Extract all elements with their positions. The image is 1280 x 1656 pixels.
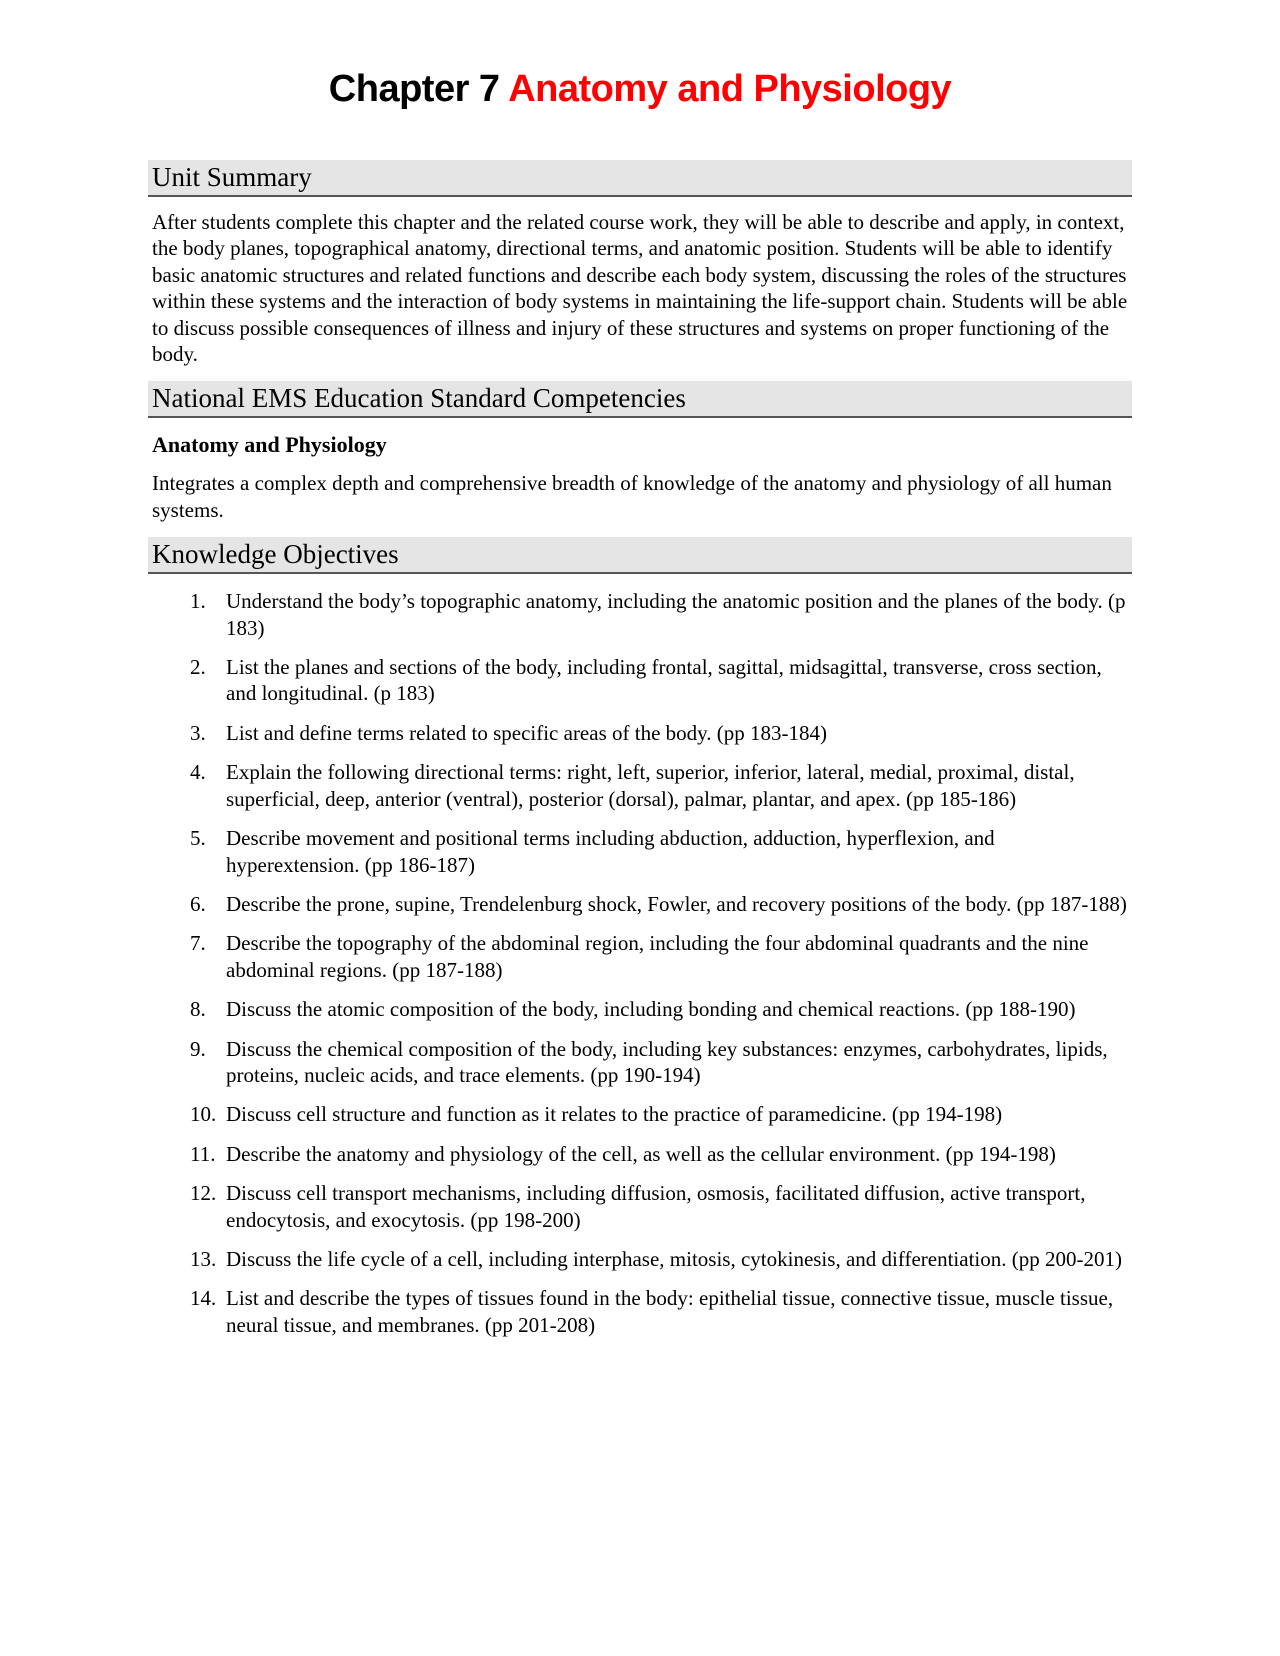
- objective-number: 14.: [190, 1286, 217, 1311]
- objective-text: Understand the body’s topographic anatomy, including the anatomic position and the planes of the body. (p 183): [226, 589, 1126, 640]
- objective-number: 13.: [190, 1246, 217, 1271]
- objective-number: 9.: [190, 1036, 206, 1061]
- objective-number: 11.: [190, 1141, 216, 1166]
- objective-text: Discuss the atomic composition of the body, including bonding and chemical reactions. (pp 188-190): [226, 997, 1076, 1022]
- objective-number: 12.: [190, 1181, 217, 1206]
- objective-text: Explain the following directional terms: right, left, superior, inferior, lateral, medial, proximal, distal, superficial, deep, anterior (ventral), posterior (dorsal), palmar, plantar, and apex. (pp 185-186): [226, 760, 1075, 811]
- objective-text: Describe the anatomy and physiology of the cell, as well as the cellular environment. (pp 194-198): [226, 1141, 1056, 1166]
- objective-text: List the planes and sections of the body, including frontal, sagittal, midsagittal, transverse, cross section, and longitudinal. (p 183): [226, 655, 1102, 706]
- objective-number: 4.: [190, 760, 206, 785]
- objective-text: Describe movement and positional terms including abduction, adduction, hyperflexion, and hyperextension. (pp 186-187): [226, 826, 995, 877]
- objective-item: [148, 654, 1132, 707]
- objectives-heading: Knowledge Objectives: [148, 537, 1132, 574]
- objective-item: [148, 1246, 1132, 1272]
- objective-text: List and describe the types of tissues found in the body: epithelial tissue, connective tissue, muscle tissue, neural tissue, and membranes. (pp 201-208): [226, 1286, 1114, 1337]
- objective-item: [148, 996, 1132, 1022]
- objective-text: Describe the topography of the abdominal region, including the four abdominal quadrants and the nine abdominal regions. (pp 187-188): [226, 931, 1089, 982]
- objective-number: 10.: [190, 1102, 217, 1127]
- objective-text: Discuss cell transport mechanisms, including diffusion, osmosis, facilitated diffusion, active transport, endocytosis, and exocytosis. (pp 198-200): [226, 1181, 1086, 1232]
- objective-item: [148, 930, 1132, 983]
- objective-item: [148, 825, 1132, 878]
- objective-number: 8.: [190, 997, 206, 1022]
- objective-item: [148, 588, 1132, 641]
- unit-summary-heading: Unit Summary: [148, 160, 1132, 197]
- objective-text: Discuss cell structure and function as it relates to the practice of paramedicine. (pp 194-198): [226, 1102, 1003, 1127]
- objectives-list: [148, 574, 1132, 1338]
- objective-number: 2.: [190, 655, 206, 680]
- competencies-subheading: Anatomy and Physiology: [152, 432, 387, 458]
- chapter-number: Chapter 7: [328, 68, 500, 110]
- objective-item: [148, 1036, 1132, 1089]
- objective-text: Discuss the chemical composition of the body, including key substances: enzymes, carbohydrates, lipids, proteins, nucleic acids, and trace elements. (pp 190-194): [226, 1036, 1108, 1087]
- objective-item: [148, 720, 1132, 746]
- objective-text: Discuss the life cycle of a cell, including interphase, mitosis, cytokinesis, and differentiation. (pp 200-201): [226, 1246, 1122, 1271]
- objective-text: Describe the prone, supine, Trendelenburg shock, Fowler, and recovery positions of the body. (pp 187-188): [226, 891, 1127, 916]
- unit-summary-text: After students complete this chapter and the related course work, they will be able to describe and apply, in context, the body planes, topographical anatomy, directional terms, and anatomic position. Students will be able to identify basic anatomic structures and related functions and describe each body system, discussing the roles of the structures within these systems and the interaction of body systems in maintaining the life-support chain. Students will be able to discuss possible consequences of illness and injury of these structures and systems on proper functioning of the body.: [152, 210, 1128, 367]
- objective-text: List and define terms related to specific areas of the body. (pp 183-184): [226, 720, 828, 745]
- objective-number: 7.: [190, 931, 206, 956]
- chapter-name: Anatomy and Physiology: [508, 68, 952, 110]
- objective-item: [148, 1141, 1132, 1167]
- document-body: [148, 160, 1132, 1351]
- objective-item: [148, 1180, 1132, 1233]
- competencies-text: Integrates a complex depth and comprehensive breadth of knowledge of the anatomy and physiology of all human systems.: [152, 471, 1112, 522]
- objective-number: 1.: [190, 589, 206, 614]
- objective-item: [148, 759, 1132, 812]
- objective-number: 5.: [190, 826, 206, 851]
- objective-number: 3.: [190, 720, 206, 745]
- page-title: [0, 68, 1280, 111]
- objective-number: 6.: [190, 891, 206, 916]
- competencies-heading: National EMS Education Standard Competencies: [148, 381, 1132, 418]
- objective-item: [148, 1101, 1132, 1127]
- objective-item: [148, 1285, 1132, 1338]
- objective-item: [148, 891, 1132, 917]
